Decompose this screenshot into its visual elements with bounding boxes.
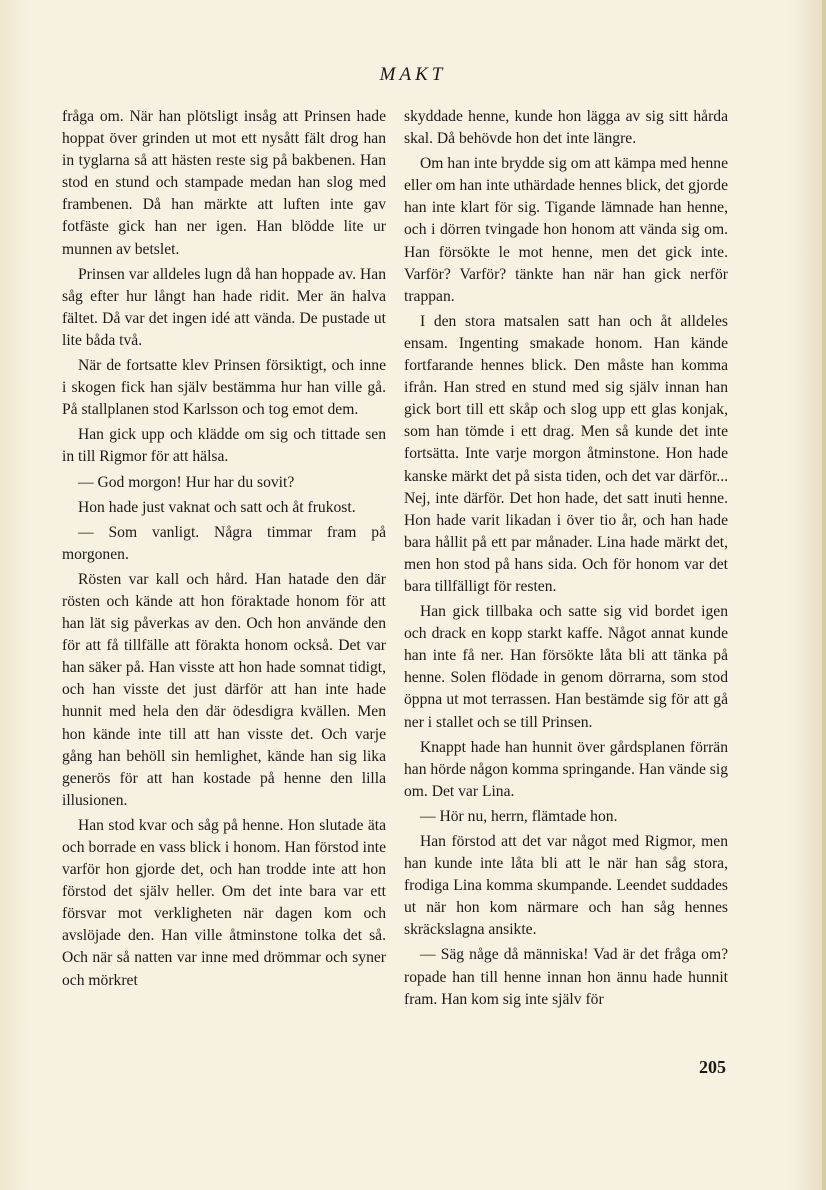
- running-head: MAKT: [379, 64, 447, 85]
- paragraph: Knappt hade han hunnit över gårdsplanen förrän han hörde någon komma springande. Han vände sig om. Det var Lina.: [404, 738, 728, 800]
- paragraph: Hon hade just vaknat och satt och åt frukost.: [78, 498, 356, 516]
- paragraph: Han stod kvar och såg på henne. Hon slutade äta och borrade en vass blick i honom. Han förstod inte varför hon gjorde det, och han trodde inte att hon förstod det själv heller. Om det inte bara var ett försvar mot verkligheten när dagen kom och avslöjade den. Han ville åtminstone tolka det så. Och när så natten var inne med drömmar och syner och mörkret: [62, 816, 386, 989]
- paragraph: Han förstod att det var något med Rigmor, men han kunde inte låta bli att le när han såg stora, frodiga Lina komma skumpande. Leendet suddades ut när hon kom närmare och han såg hennes skräckslagna ansikte.: [404, 833, 728, 939]
- paragraph: skyddade henne, kunde hon lägga av sig sitt hårda skal. Då behövde hon det inte längre.: [404, 108, 728, 148]
- paragraph: När de fortsatte klev Prinsen försiktigt, och inne i skogen fick han själv bestämma hur han ville gå. På stallplanen stod Karlsson och tog emot dem.: [62, 357, 386, 419]
- paragraph: Prinsen var alldeles lugn då han hoppade av. Han såg efter hur långt han hade ridit. Mer än halva fältet. Då var det ingen idé att vända. De pustade ut lite båda två.: [62, 265, 386, 349]
- paragraph: — Säg någe då människa! Vad är det fråga om? ropade han till henne innan hon ännu hade hunnit fram. Han kom sig inte själv för: [404, 946, 728, 1008]
- right-column: [404, 106, 728, 1011]
- paragraph: Han gick tillbaka och satte sig vid bordet igen och drack en kopp starkt kaffe. Något annat kunde han inte få ner. Han försökte låta bli att tänka på henne. Solen flödade in genom dörrarna, som stod öppna ut mot terrassen. Han bestämde sig för att gå ner i stallet och se till Prinsen.: [404, 603, 728, 731]
- paragraph: — Som vanligt. Några timmar fram på morgonen.: [62, 523, 386, 563]
- paragraph: — God morgon! Hur har du sovit?: [78, 473, 295, 491]
- paragraph: — Hör nu, herrn, flämtade hon.: [420, 807, 618, 825]
- paragraph: Om han inte brydde sig om att kämpa med henne eller om han inte uthärdade hennes blick, det gjorde han inte klart för sig. Tigande lämnade han henne, och i dörren tvingade hon honom att vända sig om. Han försökte le mot henne, men det gick inte. Varför? Varför? tänkte han när han gick nerför trappan.: [404, 155, 728, 305]
- page-edge: [822, 0, 826, 1190]
- paragraph: Rösten var kall och hård. Han hatade den där rösten och kände att hon föraktade honom för att han lät sig påverkas av den. Och hon använde den för att få tillfälle att förakta honom också. Det var han säker på. Han visste att hon hade somnat tidigt, och han visste det just därför att han inte hade hunnit med hela den där ödesdigra kvällen. Men hon kände inte till att han visste det. Och varje gång han behöll sin hemlighet, kände han sig lika generös för att han kostade på henne den lilla illusionen.: [62, 570, 386, 809]
- paragraph: I den stora matsalen satt han och åt alldeles ensam. Ingenting smakade honom. Han kände fortfarande hennes blick. Den måste han komma ifrån. Han stred en stund med sig själv innan han gick bort till ett skåp och slog upp ett glas konjak, som han tömde i ett drag. Men så kunde det inte fortsätta. Inte varje morgon åtminstone. Hon hade kanske märkt det på sista tiden, och det var därför... Nej, inte därför. Det hon hade, det satt inuti henne. Hon hade varit likadan i över tio år, och han hade bara hållit på ett par månader. Lina hade märkt det, men hon stod på hans sida. Och för honom var det bara tillfälligt för resten.: [404, 312, 728, 595]
- paragraph: Han gick upp och klädde om sig och tittade sen in till Rigmor för att hälsa.: [62, 426, 386, 466]
- left-column: [62, 106, 386, 992]
- paragraph: fråga om. När han plötsligt insåg att Prinsen hade hoppat över grinden ut mot ett nysått fält drog han in tyglarna så att hästen reste sig på bakbenen. Han stod en stund och stampade medan han slog med frambenen. Då han märkte att luften inte gav fotfäste gick han ner igen. Han blödde lite ur munnen av betslet.: [62, 108, 386, 258]
- page-number: 205: [699, 1057, 726, 1077]
